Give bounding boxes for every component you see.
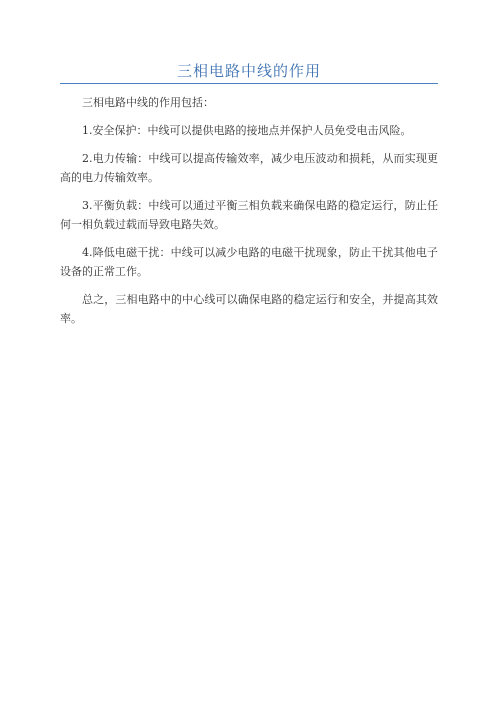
list-item-load-balance: 3.平衡负载：中线可以通过平衡三相负载来确保电路的稳定运行，防止任何一相负载过载而导致电路失效。 [60,199,438,231]
list-item-transmission: 2.电力传输：中线可以提高传输效率，减少电压波动和损耗，从而实现更高的电力传输效率。 [60,152,438,184]
title-divider [60,83,438,84]
list-item-safety: 1.安全保护：中线可以提供电路的接地点并保护人员免受电击风险。 [82,124,412,137]
document-title: 三相电路中线的作用 [176,62,321,80]
summary-paragraph: 总之，三相电路中的中心线可以确保电路的稳定运行和安全，并提高其效率。 [60,293,438,325]
intro-paragraph: 三相电路中线的作用包括： [82,96,214,109]
list-item-emi: 4.降低电磁干扰：中线可以减少电路的电磁干扰现象，防止干扰其他电子设备的正常工作。 [60,246,438,278]
document-body [60,93,438,337]
